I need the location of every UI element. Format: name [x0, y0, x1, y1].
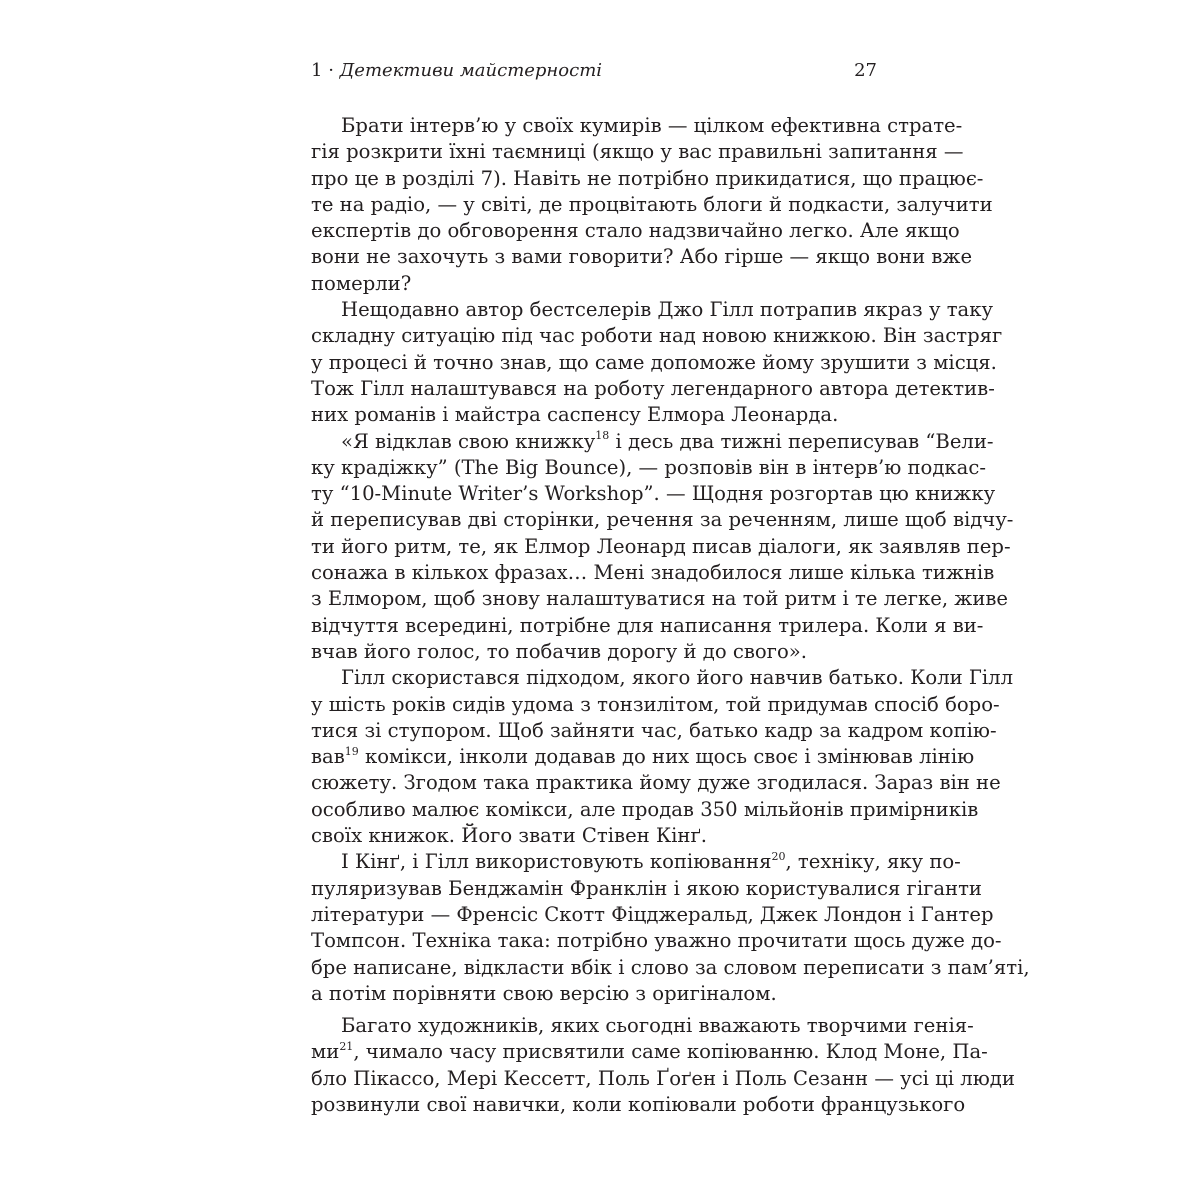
text-line — [311, 113, 963, 139]
text-fragment: відчуття всередині, потрібне для написання трилера. Коли я ви- — [311, 613, 984, 637]
text-fragment: з Елмором, щоб знову налаштуватися на той ритм і те легке, живе — [311, 587, 1009, 611]
text-line — [311, 718, 997, 744]
text-line — [311, 139, 964, 165]
text-line — [311, 218, 960, 244]
text-line — [311, 271, 897, 297]
text-line — [311, 797, 979, 823]
text-fragment: розвинули свої навички, коли копіювали роботи французького — [311, 1092, 966, 1116]
text-fragment: ку крадіжку” (The Big Bounce), — розповів він в інтерв’ю подкас- — [311, 455, 986, 479]
text-fragment: них романів і майстра саспенсу Елмора Леонарда. — [311, 403, 839, 427]
running-head-left — [311, 60, 602, 81]
text-fragment: ми — [311, 1040, 340, 1064]
text-fragment: про це в розділі 7). Навіть не потрібно прикидатися, що працює- — [311, 166, 984, 190]
text-fragment: бре написане, відкласти вбік і слово за словом переписати з пам’яті, — [311, 955, 1030, 979]
text-fragment: Брати інтерв’ю у своїх кумирів — цілком ефективна страте- — [341, 114, 963, 137]
text-fragment: ту “10-Minute Writer’s Workshop”. — Щодня розгортав цю книжку — [311, 482, 996, 506]
text-line — [311, 534, 1011, 560]
text-fragment: а потім порівняти свою версію з оригіналом. — [311, 981, 777, 1005]
text-fragment: вони не захочуть з вами говорити? Або гірше — якщо вони вже — [311, 245, 973, 269]
text-line — [311, 981, 897, 1007]
paragraph — [311, 1013, 1015, 1118]
running-head-separator: · — [328, 60, 334, 81]
text-line — [311, 902, 994, 928]
text-line — [311, 350, 997, 376]
body-text — [311, 113, 1030, 1118]
text-line — [311, 481, 996, 507]
text-line — [311, 928, 1002, 954]
text-fragment: Гілл скористався підходом, якого його навчив батько. Коли Гілл — [341, 666, 1014, 690]
text-line — [311, 823, 897, 849]
text-line — [311, 665, 1014, 691]
text-line — [311, 297, 993, 323]
chapter-title: Детективи майстерності — [339, 60, 603, 81]
text-fragment: експертів до обговорення стало надзвичайно легко. Але якщо — [311, 219, 960, 243]
text-fragment: своїх книжок. Його звати Стівен Кінґ. — [311, 824, 708, 848]
text-line — [311, 1013, 974, 1039]
text-fragment: те на радіо, — у світі, де процвітають блоги й подкасти, залучити — [311, 192, 993, 216]
paragraph — [311, 849, 1030, 1007]
text-fragment: й переписував дві сторінки, речення за реченням, лише щоб відчу- — [311, 508, 1014, 532]
text-line — [311, 1092, 966, 1118]
footnote-reference: 19 — [344, 744, 359, 758]
text-line — [311, 849, 961, 875]
text-fragment: ти його ритм, те, як Елмор Леонард писав діалоги, як заявляв пер- — [311, 534, 1011, 558]
text-fragment: , техніку, яку по- — [785, 850, 961, 874]
text-fragment: тися зі ступором. Щоб зайняти час, батько кадр за кадром копію- — [311, 718, 997, 742]
footnote-reference: 18 — [595, 429, 610, 443]
text-line — [311, 244, 973, 270]
text-line — [311, 586, 1009, 612]
text-line — [311, 192, 993, 218]
text-line — [311, 560, 995, 586]
paragraph — [311, 113, 993, 297]
text-line — [311, 166, 984, 192]
text-line — [311, 613, 984, 639]
text-fragment: складну ситуацію під час роботи над новою книжкою. Він застряг — [311, 324, 1003, 348]
text-fragment: пуляризував Бенджамін Франклін і якою користувалися гіганти — [311, 876, 982, 900]
text-fragment: літератури — Френсіс Скотт Фіцджеральд, Джек Лондон і Гантер — [311, 902, 994, 926]
text-line — [311, 455, 986, 481]
text-line — [311, 1039, 988, 1065]
text-fragment: у процесі й точно знав, що саме допоможе йому зрушити з місця. — [311, 350, 997, 374]
text-fragment: бло Пікассо, Мері Кессетт, Поль Ґоґен і Поль Сезанн — усі ці люди — [311, 1066, 1015, 1090]
text-fragment: і десь два тижні переписував “Вели- — [609, 429, 994, 453]
text-line — [311, 429, 994, 455]
text-fragment: гія розкрити їхні таємниці (якщо у вас правильні запитання — — [311, 140, 964, 164]
text-line — [311, 376, 995, 402]
paragraph — [311, 297, 1003, 428]
text-fragment: у шість років сидів удома з тонзилітом, той придумав спосіб боро- — [311, 692, 1000, 716]
text-line — [311, 770, 1001, 796]
text-fragment: І Кінґ, і Гілл використовують копіювання — [341, 850, 772, 874]
text-fragment: комікси, інколи додавав до них щось своє і змінював лінію — [358, 745, 975, 769]
text-fragment: особливо малює комікси, але продав 350 мільйонів примірників — [311, 797, 979, 821]
text-fragment: , чимало часу присвятили саме копіюванню. Клод Моне, Па- — [353, 1040, 988, 1064]
text-fragment: Томпсон. Техніка така: потрібно уважно прочитати щось дуже до- — [311, 929, 1002, 953]
footnote-reference: 20 — [771, 849, 786, 863]
text-fragment: Нещодавно автор бестселерів Джо Гілл потрапив якраз у таку — [341, 298, 993, 322]
text-line — [311, 323, 1003, 349]
text-fragment: померли? — [311, 271, 412, 295]
text-fragment: Тож Гілл налаштувався на роботу легендарного автора детектив- — [311, 376, 995, 400]
text-line — [311, 744, 975, 770]
text-fragment: сонажа в кількох фразах… Мені знадобилося лише кілька тижнів — [311, 561, 995, 585]
text-line — [311, 507, 1014, 533]
text-line — [311, 955, 1030, 981]
text-fragment: вав — [311, 745, 345, 769]
text-fragment: Багато художників, яких сьогодні вважають творчими генія- — [341, 1014, 974, 1038]
text-line — [311, 692, 1000, 718]
paragraph — [311, 665, 1014, 849]
text-line — [311, 402, 897, 428]
footnote-reference: 21 — [339, 1039, 354, 1053]
text-fragment: «Я відклав свою книжку — [341, 429, 596, 453]
chapter-number: 1 — [311, 60, 323, 81]
page-number: 27 — [854, 60, 877, 81]
paragraph — [311, 429, 1014, 666]
text-line — [311, 1066, 1015, 1092]
text-line — [311, 876, 982, 902]
text-fragment: сюжету. Згодом така практика йому дуже згодилася. Зараз він не — [311, 771, 1001, 795]
text-fragment: вчав його голос, то побачив дорогу й до свого». — [311, 639, 807, 663]
running-head — [311, 60, 897, 90]
text-line — [311, 639, 897, 665]
